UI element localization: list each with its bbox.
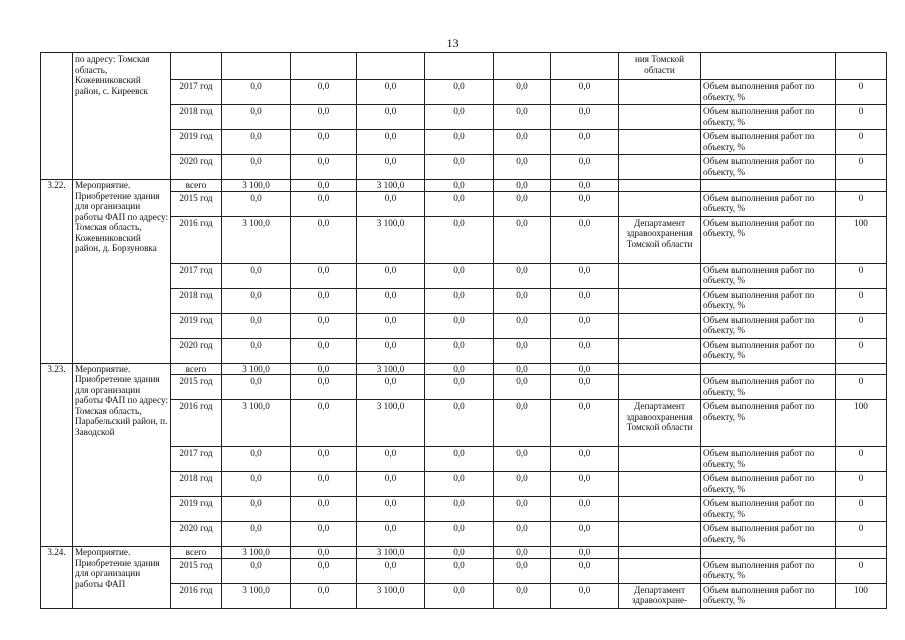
value-cell: 0,0 [425, 105, 494, 130]
value-cell: 0,0 [357, 497, 425, 522]
year-cell: 2018 год [171, 472, 222, 497]
target-cell [836, 363, 887, 375]
target-cell: 0 [836, 130, 887, 155]
value-cell: 0,0 [551, 180, 619, 192]
value-cell: 0,0 [357, 155, 425, 180]
department-cell [619, 472, 701, 497]
value-cell: 0,0 [291, 130, 357, 155]
value-cell: 0,0 [357, 191, 425, 216]
value-cell: 0,0 [551, 447, 619, 472]
department-cell [619, 263, 701, 288]
table-row [41, 180, 887, 192]
value-cell: 0,0 [291, 263, 357, 288]
value-cell: 0,0 [222, 338, 291, 363]
row-number-cell: 3.22. [41, 180, 73, 364]
target-cell: 0 [836, 375, 887, 400]
value-cell: 0,0 [357, 447, 425, 472]
value-cell: 0,0 [494, 497, 551, 522]
value-cell: 0,0 [425, 216, 494, 263]
value-cell: 0,0 [222, 155, 291, 180]
target-cell: 100 [836, 583, 887, 608]
department-cell [619, 191, 701, 216]
value-cell: 0,0 [222, 558, 291, 583]
value-cell: 0,0 [425, 191, 494, 216]
value-cell: 0,0 [357, 288, 425, 313]
indicator-cell: Объем выполнения работ по объекту, % [701, 558, 836, 583]
value-cell: 0,0 [357, 313, 425, 338]
value-cell: 0,0 [357, 130, 425, 155]
indicator-cell: Объем выполнения работ по объекту, % [701, 522, 836, 547]
department-cell [619, 497, 701, 522]
value-cell: 0,0 [357, 80, 425, 105]
value-cell: 0,0 [494, 180, 551, 192]
department-cell: ния Томской области [619, 53, 701, 80]
value-cell: 0,0 [425, 547, 494, 559]
department-cell [619, 313, 701, 338]
department-cell [619, 375, 701, 400]
year-cell: 2020 год [171, 522, 222, 547]
department-cell [619, 558, 701, 583]
value-cell: 0,0 [291, 400, 357, 447]
value-cell: 0,0 [551, 363, 619, 375]
indicator-cell: Объем выполнения работ по объекту, % [701, 216, 836, 263]
year-cell: 2015 год [171, 558, 222, 583]
target-cell [836, 547, 887, 559]
value-cell: 0,0 [425, 263, 494, 288]
department-cell [619, 547, 701, 559]
value-cell: 0,0 [222, 191, 291, 216]
value-cell: 0,0 [494, 288, 551, 313]
value-cell: 0,0 [425, 313, 494, 338]
value-cell: 0,0 [357, 558, 425, 583]
value-cell: 0,0 [222, 522, 291, 547]
indicator-cell: Объем выполнения работ по объекту, % [701, 313, 836, 338]
empty-cell [425, 53, 494, 80]
value-cell: 0,0 [357, 263, 425, 288]
value-cell: 0,0 [222, 80, 291, 105]
value-cell: 0,0 [494, 216, 551, 263]
table-row [41, 547, 887, 559]
department-cell: Департамент здравоохранения Томской области [619, 400, 701, 447]
row-number-cell: 3.24. [41, 547, 73, 609]
target-cell: 100 [836, 400, 887, 447]
value-cell: 0,0 [291, 155, 357, 180]
value-cell: 0,0 [494, 472, 551, 497]
target-cell: 0 [836, 80, 887, 105]
department-cell [619, 105, 701, 130]
value-cell: 0,0 [425, 80, 494, 105]
target-cell: 0 [836, 263, 887, 288]
value-cell: 0,0 [291, 191, 357, 216]
target-cell: 0 [836, 105, 887, 130]
empty-cell [551, 53, 619, 80]
department-cell [619, 155, 701, 180]
value-cell: 0,0 [551, 400, 619, 447]
value-cell: 0,0 [551, 155, 619, 180]
value-cell: 0,0 [551, 263, 619, 288]
value-cell: 0,0 [222, 313, 291, 338]
table-row [41, 363, 887, 375]
year-cell: 2015 год [171, 375, 222, 400]
department-cell [619, 363, 701, 375]
value-cell: 0,0 [291, 375, 357, 400]
value-cell: 0,0 [551, 472, 619, 497]
value-cell: 0,0 [291, 216, 357, 263]
value-cell: 0,0 [494, 313, 551, 338]
value-cell: 0,0 [551, 288, 619, 313]
value-cell: 3 100,0 [357, 583, 425, 608]
target-cell: 0 [836, 191, 887, 216]
target-cell: 0 [836, 522, 887, 547]
measure-label: Мероприятие. Приобретение здания для организации работы ФАП по адресу: Томская область, Парабельский район, п. Заводской [73, 363, 171, 547]
value-cell: 0,0 [425, 447, 494, 472]
indicator-cell: Объем выполнения работ по объекту, % [701, 583, 836, 608]
year-cell: 2018 год [171, 288, 222, 313]
target-cell: 0 [836, 472, 887, 497]
value-cell: 0,0 [425, 375, 494, 400]
value-cell: 0,0 [291, 583, 357, 608]
year-cell: 2017 год [171, 80, 222, 105]
department-cell [619, 338, 701, 363]
indicator-cell: Объем выполнения работ по объекту, % [701, 338, 836, 363]
indicator-cell: Объем выполнения работ по объекту, % [701, 155, 836, 180]
value-cell: 0,0 [494, 263, 551, 288]
value-cell: 0,0 [494, 400, 551, 447]
target-cell: 0 [836, 288, 887, 313]
value-cell: 0,0 [222, 105, 291, 130]
value-cell: 0,0 [551, 522, 619, 547]
target-cell: 0 [836, 155, 887, 180]
department-cell: Департамент здравоохране- [619, 583, 701, 608]
value-cell: 0,0 [291, 547, 357, 559]
page-number: 13 [446, 36, 459, 50]
year-cell: всего [171, 363, 222, 375]
target-cell: 0 [836, 447, 887, 472]
indicator-cell: Объем выполнения работ по объекту, % [701, 191, 836, 216]
indicator-cell [701, 547, 836, 559]
department-cell: Департамент здравоохранения Томской области [619, 216, 701, 263]
target-cell: 0 [836, 558, 887, 583]
value-cell: 0,0 [291, 338, 357, 363]
value-cell: 0,0 [494, 375, 551, 400]
value-cell: 3 100,0 [357, 400, 425, 447]
indicator-cell [701, 363, 836, 375]
year-cell: 2019 год [171, 497, 222, 522]
indicator-cell: Объем выполнения работ по объекту, % [701, 288, 836, 313]
value-cell: 0,0 [291, 105, 357, 130]
value-cell: 3 100,0 [357, 216, 425, 263]
value-cell: 3 100,0 [357, 547, 425, 559]
value-cell: 0,0 [357, 105, 425, 130]
department-cell [619, 180, 701, 192]
department-cell [619, 288, 701, 313]
indicator-cell: Объем выполнения работ по объекту, % [701, 472, 836, 497]
value-cell: 0,0 [494, 447, 551, 472]
value-cell: 0,0 [551, 216, 619, 263]
value-cell: 0,0 [425, 180, 494, 192]
value-cell: 0,0 [291, 497, 357, 522]
value-cell: 0,0 [494, 80, 551, 105]
value-cell: 0,0 [494, 155, 551, 180]
value-cell: 0,0 [494, 547, 551, 559]
year-cell: 2020 год [171, 338, 222, 363]
value-cell: 0,0 [551, 313, 619, 338]
empty-cell [701, 53, 836, 80]
year-cell: 2017 год [171, 447, 222, 472]
value-cell: 0,0 [551, 375, 619, 400]
indicator-cell: Объем выполнения работ по объекту, % [701, 263, 836, 288]
department-cell [619, 130, 701, 155]
table-row [41, 53, 887, 80]
year-cell: 2016 год [171, 400, 222, 447]
value-cell: 0,0 [551, 105, 619, 130]
value-cell: 0,0 [222, 472, 291, 497]
year-cell: 2018 год [171, 105, 222, 130]
value-cell: 3 100,0 [222, 547, 291, 559]
value-cell: 0,0 [425, 363, 494, 375]
value-cell: 0,0 [291, 447, 357, 472]
year-cell: 2019 год [171, 130, 222, 155]
value-cell: 0,0 [425, 522, 494, 547]
indicator-cell: Объем выполнения работ по объекту, % [701, 80, 836, 105]
measure-label: по адресу: Томская область, Кожевниковский район, с. Киреевск [73, 53, 171, 180]
value-cell: 0,0 [291, 522, 357, 547]
value-cell: 0,0 [291, 288, 357, 313]
value-cell: 0,0 [425, 155, 494, 180]
year-cell: 2019 год [171, 313, 222, 338]
indicator-cell: Объем выполнения работ по объекту, % [701, 497, 836, 522]
value-cell: 0,0 [222, 130, 291, 155]
indicator-cell: Объем выполнения работ по объекту, % [701, 400, 836, 447]
value-cell: 0,0 [425, 288, 494, 313]
value-cell: 0,0 [291, 80, 357, 105]
department-cell [619, 447, 701, 472]
value-cell: 0,0 [494, 363, 551, 375]
year-cell: 2015 год [171, 191, 222, 216]
indicator-cell: Объем выполнения работ по объекту, % [701, 447, 836, 472]
indicator-cell: Объем выполнения работ по объекту, % [701, 105, 836, 130]
value-cell: 3 100,0 [222, 583, 291, 608]
year-cell: 2017 год [171, 263, 222, 288]
value-cell: 0,0 [551, 191, 619, 216]
value-cell: 0,0 [425, 338, 494, 363]
indicator-cell: Объем выполнения работ по объекту, % [701, 130, 836, 155]
value-cell: 0,0 [357, 338, 425, 363]
value-cell: 0,0 [291, 363, 357, 375]
value-cell: 3 100,0 [357, 363, 425, 375]
value-cell: 0,0 [425, 558, 494, 583]
value-cell: 0,0 [494, 583, 551, 608]
value-cell: 0,0 [494, 130, 551, 155]
value-cell: 0,0 [551, 338, 619, 363]
value-cell: 0,0 [494, 105, 551, 130]
value-cell: 0,0 [551, 497, 619, 522]
indicator-cell: Объем выполнения работ по объекту, % [701, 375, 836, 400]
program-table [40, 52, 887, 609]
value-cell: 0,0 [222, 263, 291, 288]
target-cell: 0 [836, 313, 887, 338]
value-cell: 0,0 [551, 558, 619, 583]
target-cell [836, 180, 887, 192]
empty-cell [291, 53, 357, 80]
indicator-cell [701, 180, 836, 192]
value-cell: 0,0 [551, 130, 619, 155]
target-cell: 100 [836, 216, 887, 263]
value-cell: 0,0 [222, 497, 291, 522]
value-cell: 0,0 [291, 180, 357, 192]
value-cell: 0,0 [551, 583, 619, 608]
value-cell: 0,0 [425, 472, 494, 497]
value-cell: 3 100,0 [222, 400, 291, 447]
value-cell: 0,0 [291, 472, 357, 497]
target-cell: 0 [836, 497, 887, 522]
empty-cell [494, 53, 551, 80]
value-cell: 0,0 [357, 522, 425, 547]
value-cell: 0,0 [291, 313, 357, 338]
row-number-cell [41, 53, 73, 180]
value-cell: 0,0 [494, 522, 551, 547]
value-cell: 3 100,0 [222, 363, 291, 375]
value-cell: 0,0 [494, 558, 551, 583]
value-cell: 0,0 [425, 497, 494, 522]
value-cell: 0,0 [494, 191, 551, 216]
value-cell: 0,0 [357, 472, 425, 497]
value-cell: 0,0 [425, 583, 494, 608]
value-cell: 3 100,0 [222, 180, 291, 192]
value-cell: 0,0 [291, 558, 357, 583]
empty-cell [222, 53, 291, 80]
empty-cell [357, 53, 425, 80]
empty-cell [171, 53, 222, 80]
value-cell: 0,0 [222, 447, 291, 472]
value-cell: 0,0 [222, 288, 291, 313]
measure-label: Мероприятие. Приобретение здания для организации работы ФАП по адресу: Томская область, Кожевниковский район, д. Борзуновка [73, 180, 171, 364]
department-cell [619, 80, 701, 105]
department-cell [619, 522, 701, 547]
value-cell: 0,0 [551, 80, 619, 105]
value-cell: 0,0 [222, 375, 291, 400]
empty-cell [836, 53, 887, 80]
value-cell: 3 100,0 [222, 216, 291, 263]
value-cell: 0,0 [425, 130, 494, 155]
target-cell: 0 [836, 338, 887, 363]
value-cell: 0,0 [494, 338, 551, 363]
year-cell: всего [171, 180, 222, 192]
value-cell: 0,0 [357, 375, 425, 400]
measure-label: Мероприятие. Приобретение здания для организации работы ФАП [73, 547, 171, 609]
year-cell: 2016 год [171, 216, 222, 263]
year-cell: всего [171, 547, 222, 559]
year-cell: 2020 год [171, 155, 222, 180]
value-cell: 3 100,0 [357, 180, 425, 192]
year-cell: 2016 год [171, 583, 222, 608]
value-cell: 0,0 [425, 400, 494, 447]
value-cell: 0,0 [551, 547, 619, 559]
row-number-cell: 3.23. [41, 363, 73, 547]
